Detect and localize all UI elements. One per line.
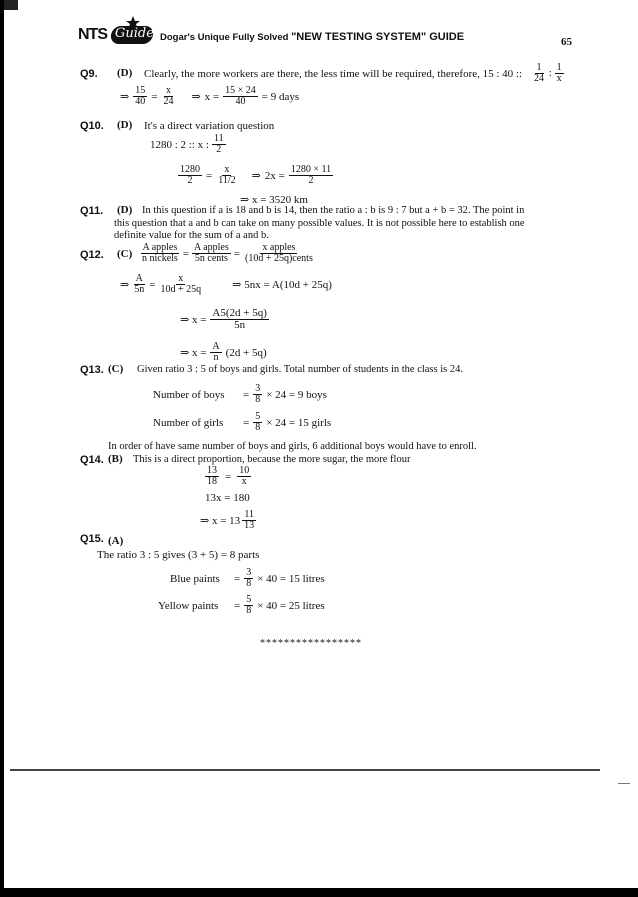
q9-ratio-fractions: $\frac{1}{24}$ : $\frac{1}{x}$ xyxy=(534,62,562,84)
scan-top-corner xyxy=(4,0,18,10)
q9-equation: ⇒ $\frac{15}{40}$ = $\frac{x}{24}$ ⇒ x = $\frac{15 \times 24}{40}$ = 9 days xyxy=(120,85,300,107)
logo-text: NTS xyxy=(78,26,107,43)
q12-equation-3: ⇒ x = $\frac{A5(2d + 5q)}{5n}$ xyxy=(180,307,267,331)
scan-left-edge xyxy=(0,0,4,897)
header-title-prefix: Dogar's Unique Fully Solved xyxy=(160,32,292,43)
q15-yellow: Yellow paints = $\frac{5}{8}$ × 40 = 25 litres xyxy=(158,594,325,616)
q15-frac-blue: $\frac{3}{8}$ xyxy=(246,567,252,589)
logo-script: Guide xyxy=(115,26,154,41)
q13-girls: Number of girls = $\frac{5}{8}$ × 24 = 15 girls xyxy=(153,411,332,433)
scan-right-mark xyxy=(618,783,630,784)
q12-frac-6: $\frac{A5(2d + 5q)}{5n}$ xyxy=(212,307,267,331)
q12-equation-1: $\frac{\text{A apples}}{\text{n nickels}}$ = $\frac{\text{A apples}}{\text{5n cents}}$ = $\frac{\text{x apples}}{\text{(10d + 25q)cents}}$ xyxy=(142,242,313,264)
q10-equation: $\frac{1280}{2}$ = $\frac{x}{11/2}$ ⇒ 2x = $\frac{1280 \times 11}{2}$ xyxy=(180,164,332,186)
scan-bottom-rule xyxy=(10,769,600,771)
q13-note: In order of have same number of boys and girls, 6 additional boys would have to enroll. xyxy=(108,441,477,452)
q9-frac-a: $\frac{15}{40}$ xyxy=(135,85,146,107)
header-title xyxy=(160,31,464,43)
q11-text-3: definite value for the sum of a and b. xyxy=(114,230,269,241)
page-header xyxy=(78,22,578,52)
q12-frac-2: $\frac{\text{A apples}}{\text{5n cents}}$ xyxy=(194,242,229,264)
nts-logo xyxy=(78,24,158,48)
q12-equation-2: ⇒ $\frac{A}{5n}$ = $\frac{x}{10d + 25q}$ ⇒ 5nx = A(10d + 25q) xyxy=(120,273,332,295)
q11-text-2: this question that a and b can take on many possible values. It is not possible here to establish one xyxy=(114,218,525,229)
q13-label: Q13. xyxy=(80,364,104,376)
q10-answer: (D) xyxy=(117,119,133,131)
q14-frac-a: $\frac{13}{18}$ xyxy=(207,465,217,487)
q9-label: Q9. xyxy=(80,68,98,80)
q13-boys: Number of boys = $\frac{3}{8}$ × 24 = 9 boys xyxy=(153,383,327,405)
q11-text-1: In this question if a is 18 and b is 14, then the ratio a : b is 9 : 7 but a + b = 32. The point in xyxy=(142,205,525,216)
q10-ratio: 1280 : 2 :: x : $\frac{11}{2}$ xyxy=(150,133,224,155)
q11-answer: (D) xyxy=(117,204,133,216)
q13-answer: (C) xyxy=(108,363,124,375)
q14-equation-1: $\frac{13}{18}$ = $\frac{10}{x}$ xyxy=(207,465,250,487)
q10-frac-a: $\frac{1280}{2}$ xyxy=(180,164,200,186)
q12-frac-4: $\frac{A}{5n}$ xyxy=(134,273,145,295)
q15-label: Q15. xyxy=(80,533,104,545)
q13-frac-girls: $\frac{5}{8}$ xyxy=(255,411,261,433)
q12-answer: (C) xyxy=(117,248,133,260)
scan-bottom-edge xyxy=(0,888,638,897)
q10-result: ⇒ x = 3520 km xyxy=(240,194,308,206)
q14-frac-m: $\frac{11}{13}$ xyxy=(244,509,255,531)
q9-frac-b: $\frac{x}{24}$ xyxy=(163,85,174,107)
q15-text: The ratio 3 : 5 gives (3 + 5) = 8 parts xyxy=(97,549,260,561)
header-title-main: "NEW TESTING SYSTEM" GUIDE xyxy=(291,31,465,43)
q12-label: Q12. xyxy=(80,249,104,261)
q10-frac-r: $\frac{11}{2}$ xyxy=(213,133,224,155)
q12-equation-4: ⇒ x = $\frac{A}{n}$ (2d + 5q) xyxy=(180,341,267,363)
q9-fraction-2: $\frac{1}{x}$ xyxy=(556,62,562,84)
q9-text: Clearly, the more workers are there, the less time will be required, therefore, 15 : 40 :: xyxy=(144,68,523,80)
q14-frac-b: $\frac{10}{x}$ xyxy=(239,465,250,487)
q15-answer: (A) xyxy=(108,535,124,547)
q13-text: Given ratio 3 : 5 of boys and girls. Total number of students in the class is 24. xyxy=(137,364,463,375)
q12-frac-7: $\frac{A}{n}$ xyxy=(212,341,220,363)
q12-frac-5: $\frac{x}{10d + 25q}$ xyxy=(160,273,202,295)
end-stars: ***************** xyxy=(260,638,362,649)
q14-text: This is a direct proportion, because the more sugar, the more flour xyxy=(133,454,411,465)
page-number: 65 xyxy=(561,36,572,48)
q15-frac-yellow: $\frac{5}{8}$ xyxy=(246,594,252,616)
q11-label: Q11. xyxy=(80,205,104,217)
q15-blue: Blue paints = $\frac{3}{8}$ × 40 = 15 litres xyxy=(170,567,325,589)
q10-label: Q10. xyxy=(80,120,104,132)
q9-frac-c: $\frac{15 \times 24}{40}$ xyxy=(225,85,256,107)
q13-frac-boys: $\frac{3}{8}$ xyxy=(255,383,261,405)
q9-answer: (D) xyxy=(117,67,133,79)
q9-fraction-1: $\frac{1}{24}$ xyxy=(534,62,544,84)
q10-text: It's a direct variation question xyxy=(144,120,275,132)
q14-answer: (B) xyxy=(108,453,123,465)
q14-label: Q14. xyxy=(80,454,104,466)
q14-equation-2: 13x = 180 xyxy=(205,492,250,504)
q10-frac-c: $\frac{1280 \times 11}{2}$ xyxy=(290,164,332,186)
q12-frac-3: $\frac{\text{x apples}}{\text{(10d + 25q)cents}}$ xyxy=(244,242,313,264)
q10-frac-b: $\frac{x}{11/2}$ xyxy=(218,164,236,186)
q12-frac-1: $\frac{\text{A apples}}{\text{n nickels}}$ xyxy=(142,242,178,264)
q14-equation-3: ⇒ x = 13 $\frac{11}{13}$ xyxy=(200,509,255,531)
